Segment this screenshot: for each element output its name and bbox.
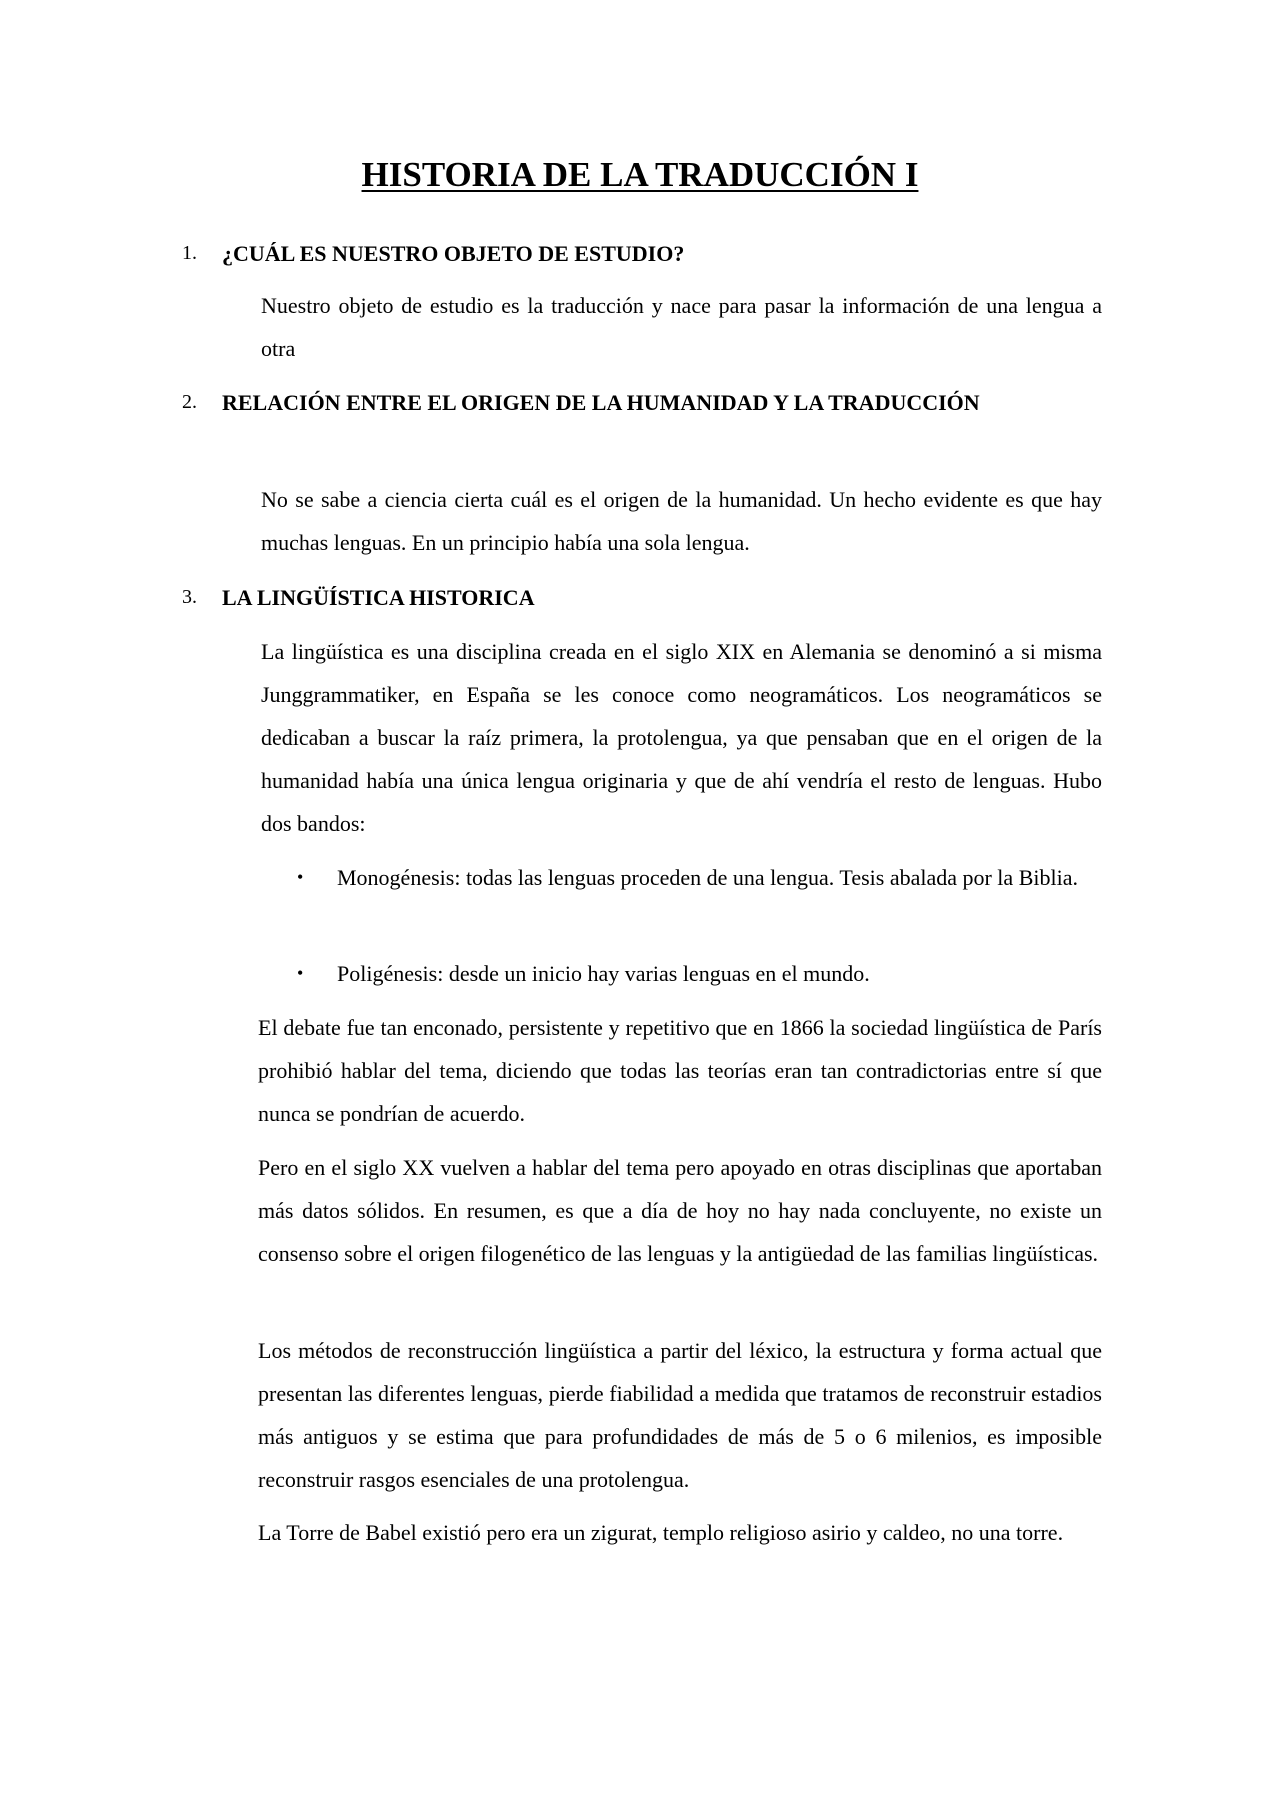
bullet-item-monogenesis	[297, 856, 1102, 899]
bullet-item-poligenesis	[297, 952, 1102, 995]
section-2-paragraph: No se sabe a ciencia cierta cuál es el origen de la humanidad. Un hecho evidente es que hay muchas lenguas. En un principio había una sola lengua.	[261, 487, 1102, 555]
section-3-paragraph: La lingüística es una disciplina creada en el siglo XIX en Alemania se denominó a si misma Junggrammatiker, en España se les conoce como neogramáticos. Los neogramáticos se dedicaban a buscar la raíz primera, la protolengua, ya que pensaban que en el origen de la humanidad había una única lengua originaria y que de ahí vendría el resto de lenguas. Hubo dos bandos:	[261, 639, 1102, 836]
section-1-heading	[182, 232, 1102, 275]
section-3-number: 3.	[182, 586, 197, 608]
body-paragraph-torre-babel: La Torre de Babel existió pero era un zigurat, templo religioso asirio y caldeo, no una torre.	[258, 1520, 1064, 1545]
body-paragraph-debate: El debate fue tan enconado, persistente y repetitivo que en 1866 la sociedad lingüística de París prohibió hablar del tema, diciendo que todas las teorías eran tan contradictorias entre sí que nunca se pondrían de acuerdo.	[258, 1015, 1102, 1126]
section-3-heading	[182, 576, 1102, 619]
section-3-heading-text: LA LINGÜÍSTICA HISTORICA	[222, 585, 535, 610]
section-2-heading-text: RELACIÓN ENTRE EL ORIGEN DE LA HUMANIDAD Y LA TRADUCCIÓN	[222, 390, 980, 415]
section-1-heading-text: ¿CUÁL ES NUESTRO OBJETO DE ESTUDIO?	[222, 241, 685, 266]
section-1-number: 1.	[182, 242, 197, 264]
bullet-marker-icon: •	[297, 963, 304, 983]
bullet-marker-icon: •	[297, 867, 304, 887]
document-title-text: HISTORIA DE LA TRADUCCIÓN I	[361, 155, 919, 194]
body-paragraph-siglo-xx: Pero en el siglo XX vuelven a hablar del tema pero apoyado en otras disciplinas que aportaban más datos sólidos. En resumen, es que a día de hoy no hay nada concluyente, no existe un consenso sobre el origen filogenético de las lenguas y la antigüedad de las familias lingüísticas.	[258, 1155, 1102, 1266]
section-2-heading	[182, 381, 1102, 424]
document-title	[0, 150, 1280, 200]
section-2-number: 2.	[182, 391, 197, 413]
section-1-paragraph: Nuestro objeto de estudio es la traducción y nace para pasar la información de una lengua a otra	[261, 293, 1102, 361]
bullet-text: Poligénesis: desde un inicio hay varias lenguas en el mundo.	[337, 961, 870, 986]
body-paragraph-metodos: Los métodos de reconstrucción lingüística a partir del léxico, la estructura y forma actual que presentan las diferentes lenguas, pierde fiabilidad a medida que tratamos de reconstruir estadios más antiguos y se estima que para profundidades de más de 5 o 6 milenios, es imposible reconstruir rasgos esenciales de una protolengua.	[258, 1338, 1102, 1492]
bullet-text: Monogénesis: todas las lenguas proceden de una lengua. Tesis abalada por la Biblia.	[337, 865, 1078, 890]
